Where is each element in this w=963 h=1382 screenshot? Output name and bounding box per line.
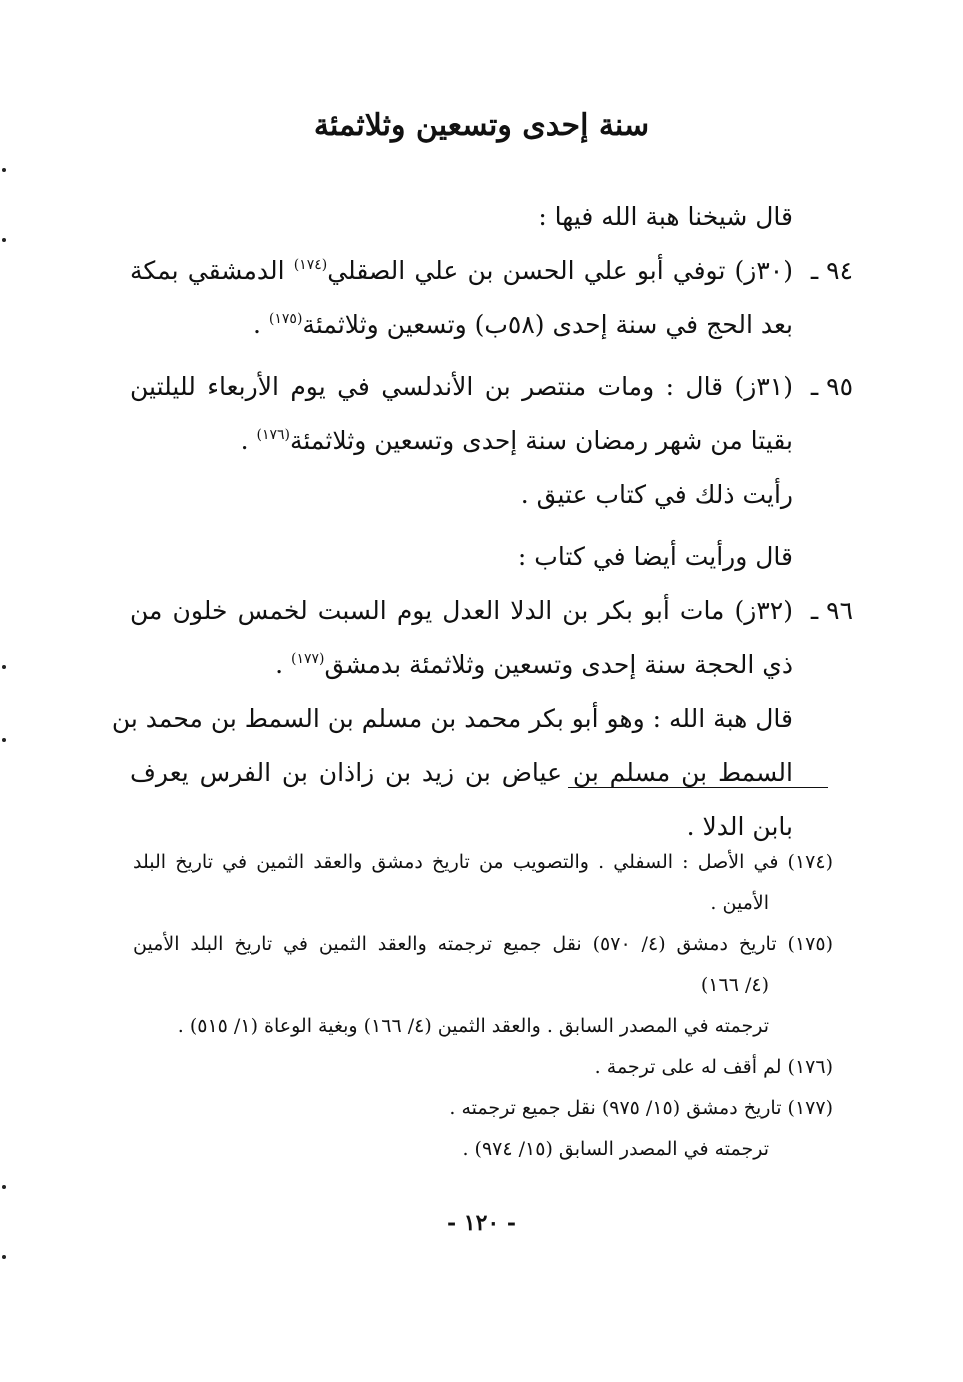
entry-line: بقيتا من شهر رمضان سنة إحدى وتسعين وثلاثمئة$^{(١٧٦)}$ .: [240, 426, 793, 455]
entry-line: بعد الحج في سنة إحدى (٥٨ب) وتسعين وثلاثمئة$^{(١٧٥)}$ .: [253, 310, 793, 339]
entry-95: [130, 360, 853, 522]
page-number: - ١٢٠ -: [446, 1210, 517, 1236]
entry-line: (٣٠ز) توفي أبو علي الحسن بن علي الصقلي$^{(١٧٤)}$ الدمشقي بمكة: [130, 256, 793, 285]
entry-line: قال هبة الله : وهو أبو بكر محمد بن مسلم بن السمط بن محمد بن: [111, 704, 793, 733]
chapter-heading: سنة إحدى وتسعين وثلاثمئة: [313, 108, 650, 143]
entry-96: [111, 584, 853, 854]
footnote-ref[interactable]: (١٧٤): [293, 257, 328, 273]
footnote-ref[interactable]: (١٧٧): [290, 651, 325, 667]
entry-line: رأيت ذلك في كتاب عتيق .: [520, 480, 793, 509]
scan-speck: [2, 238, 6, 242]
footnote-line: (١٧٤) في الأصل : السفلي . والتصويب من تاريخ دمشق والعقد الثمين في تاريخ البلد: [133, 851, 833, 873]
footnote-line: (١٧٥) تاريخ دمشق (٤/ ٥٧٠) نقل جميع ترجمته والعقد الثمين في تاريخ البلد الأمين: [133, 933, 833, 955]
footnotes: [133, 842, 833, 1170]
footnote-divider: [568, 787, 828, 788]
footnote-line: (٤/ ١٦٦): [700, 974, 769, 996]
intro-line: قال شيخنا هبة الله فيها :: [538, 202, 793, 231]
scan-speck: [2, 168, 6, 172]
footnote-line: ترجمته في المصدر السابق (١٥/ ٩٧٤) .: [462, 1138, 769, 1160]
entry-line: بابن الدلا .: [686, 812, 793, 841]
main-text: [111, 190, 853, 854]
scan-speck: [2, 738, 6, 742]
entry-line: السمط بن مسلم بن عياض بن زيد بن زاذان بن الفرس يعرف: [130, 758, 793, 787]
footnote-ref[interactable]: (١٧٦): [256, 427, 290, 443]
scan-speck: [2, 1255, 6, 1259]
entry-line: ذي الحجة سنة إحدى وتسعين وثلاثمئة بدمشق$^{(١٧٧)}$ .: [275, 650, 793, 679]
entry-number: ٩٤ ـ: [810, 256, 853, 285]
intro-line: قال ورأيت أيضا في كتاب :: [517, 542, 793, 571]
scan-speck: [2, 1185, 6, 1189]
footnote-line: الأمين .: [710, 892, 769, 914]
entry-number: ٩٥ ـ: [810, 372, 853, 401]
footnote-line: ترجمته في المصدر السابق . والعقد الثمين (٤/ ١٦٦) وبغية الوعاة (١/ ٥١٥) .: [177, 1015, 769, 1037]
entry-line: (٣٢ز) مات أبو بكر بن الدلا العدل يوم السبت لخمس خلون من: [130, 596, 793, 625]
footnote-ref[interactable]: (١٧٥): [268, 311, 303, 327]
entry-number: ٩٦ ـ: [810, 596, 853, 625]
entry-line: (٣١ز) قال : ومات منتصر بن الأندلسي في يوم الأربعاء لليلتين: [130, 372, 793, 401]
footnote-line: (١٧٧) تاريخ دمشق (١٥/ ٩٧٥) نقل جميع ترجمته .: [449, 1097, 833, 1119]
footnote-line: (١٧٦) لم أقف له على ترجمة .: [594, 1056, 833, 1078]
scan-speck: [2, 665, 6, 669]
entry-94: [130, 244, 853, 352]
